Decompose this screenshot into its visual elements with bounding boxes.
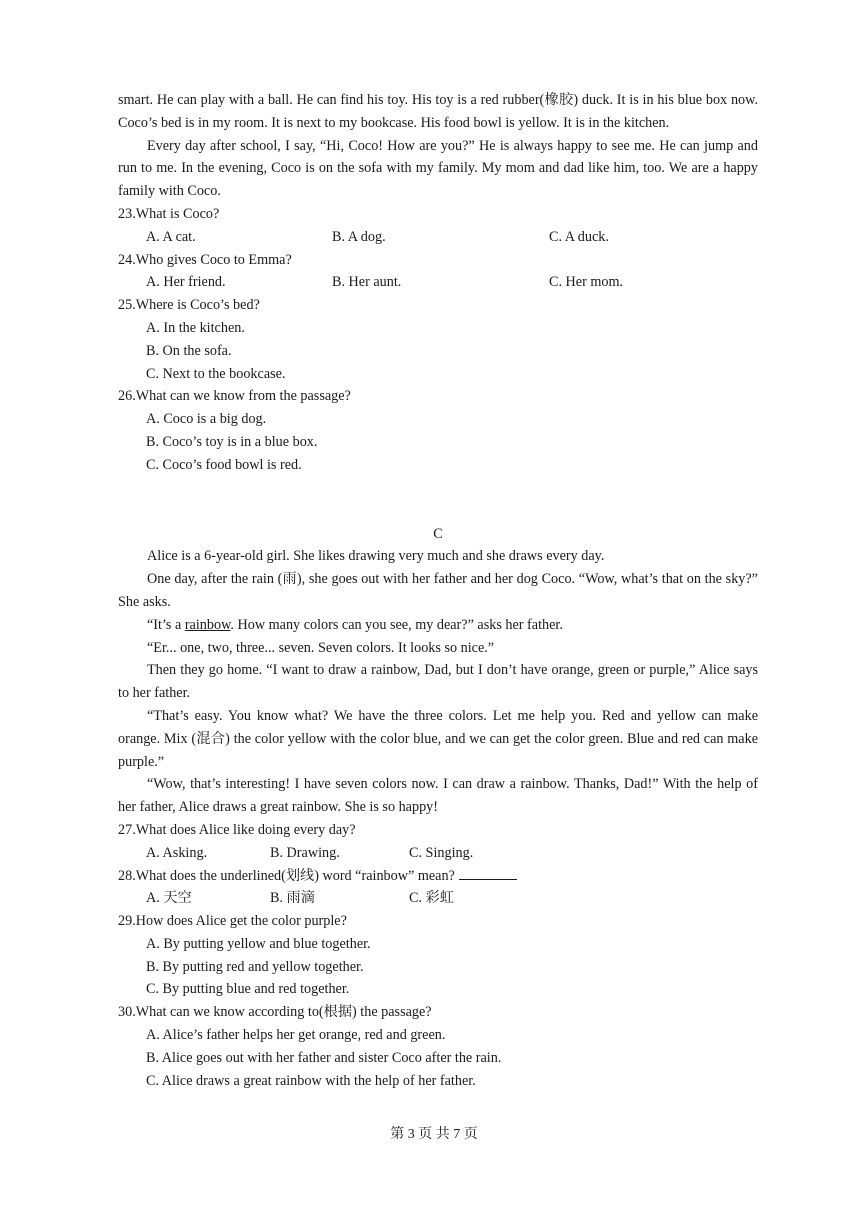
section-spacer: [118, 477, 758, 523]
passage-c-paragraph-2: One day, after the rain (雨), she goes out with her father and her dog Coco. “Wow, what’s that on the sky?” She asks.: [118, 571, 758, 610]
page-footer: 第 3 页 共 7 页: [390, 1127, 478, 1142]
question-30: 30.What can we know according to(根据) the passage?: [118, 1004, 432, 1021]
option-b: B. Her aunt.: [332, 274, 402, 291]
option-a: A. Her friend.: [146, 274, 226, 291]
section-c-title: C: [433, 525, 443, 542]
option-c: C. By putting blue and red together.: [146, 981, 350, 998]
question-24: 24.Who gives Coco to Emma?: [118, 251, 292, 268]
question-29: 29.How does Alice get the color purple?: [118, 913, 347, 930]
option-c: C. 彩虹: [409, 890, 454, 907]
option-c: C. Coco’s food bowl is red.: [146, 456, 302, 473]
option-a: A. A cat.: [146, 228, 196, 245]
option-b: B. On the sofa.: [146, 342, 232, 359]
option-a: A. Alice’s father helps her get orange, red and green.: [146, 1027, 446, 1044]
question-23: 23.What is Coco?: [118, 205, 220, 222]
option-a: A. 天空: [146, 890, 192, 907]
passage-c-paragraph-7: “Wow, that’s interesting! I have seven colors now. I can draw a rainbow. Thanks, Dad!” With the help of her father, Alice draws a great rainbow. She is so happy!: [118, 776, 758, 816]
question-28-options: [118, 887, 758, 910]
option-a: A. Asking.: [146, 844, 208, 861]
option-a: A. By putting yellow and blue together.: [146, 935, 371, 952]
question-28-text: 28.What does the underlined(划线) word “rainbow” mean?: [118, 867, 455, 884]
question-27-options: [118, 842, 758, 865]
option-c: C. Next to the bookcase.: [146, 365, 286, 382]
passage-c-paragraph-3: [118, 614, 758, 637]
p3-prefix: “It’s a: [147, 616, 185, 633]
option-b: B. Drawing.: [270, 844, 340, 861]
question-27: 27.What does Alice like doing every day?: [118, 821, 356, 838]
question-26: 26.What can we know from the passage?: [118, 388, 351, 405]
passage-c-paragraph-5: Then they go home. “I want to draw a rainbow, Dad, but I don’t have orange, green or purple,” Alice says to her father.: [118, 662, 758, 702]
question-23-options: [118, 226, 758, 249]
option-a: A. Coco is a big dog.: [146, 411, 267, 428]
passage-b-paragraph-1: smart. He can play with a ball. He can find his toy. His toy is a red rubber(橡胶) duck. It is in his blue box now. Coco’s bed is in my room. It is next to my bookcase. His food bowl is yellow. It is in the kitchen.: [118, 92, 758, 131]
exam-page: [118, 89, 758, 1092]
passage-c-paragraph-4: “Er... one, two, three... seven. Seven colors. It looks so nice.”: [147, 639, 495, 656]
option-b: B. By putting red and yellow together.: [146, 958, 364, 975]
option-c: C. A duck.: [549, 228, 609, 245]
option-c: C. Alice draws a great rainbow with the help of her father.: [146, 1072, 476, 1089]
question-25: 25.Where is Coco’s bed?: [118, 297, 260, 314]
option-b: B. 雨滴: [270, 890, 315, 907]
passage-c-paragraph-6: “That’s easy. You know what? We have the three colors. Let me help you. Red and yellow can make orange. Mix (混合) the color yellow with the color blue, and we can get the color green. Blue and red can make purple.”: [118, 707, 758, 770]
answer-blank[interactable]: [459, 865, 517, 880]
question-24-options: [118, 271, 758, 294]
passage-c-paragraph-1: Alice is a 6-year-old girl. She likes drawing very much and she draws every day.: [147, 548, 605, 565]
question-28: [118, 865, 758, 888]
option-b: B. Coco’s toy is in a blue box.: [146, 433, 318, 450]
option-a: A. In the kitchen.: [146, 319, 245, 336]
underlined-word-rainbow: rainbow: [184, 616, 231, 633]
p3-suffix: . How many colors can you see, my dear?” asks her father.: [230, 616, 563, 633]
passage-b-paragraph-2: Every day after school, I say, “Hi, Coco! How are you?” He is always happy to see me. He can jump and run to me. In the evening, Coco is on the sofa with my family. My mom and dad like him, too. We are a happy family with Coco.: [118, 137, 758, 200]
option-c: C. Singing.: [409, 844, 474, 861]
option-b: B. A dog.: [332, 228, 386, 245]
option-b: B. Alice goes out with her father and sister Coco after the rain.: [146, 1049, 502, 1066]
option-c: C. Her mom.: [549, 274, 624, 291]
